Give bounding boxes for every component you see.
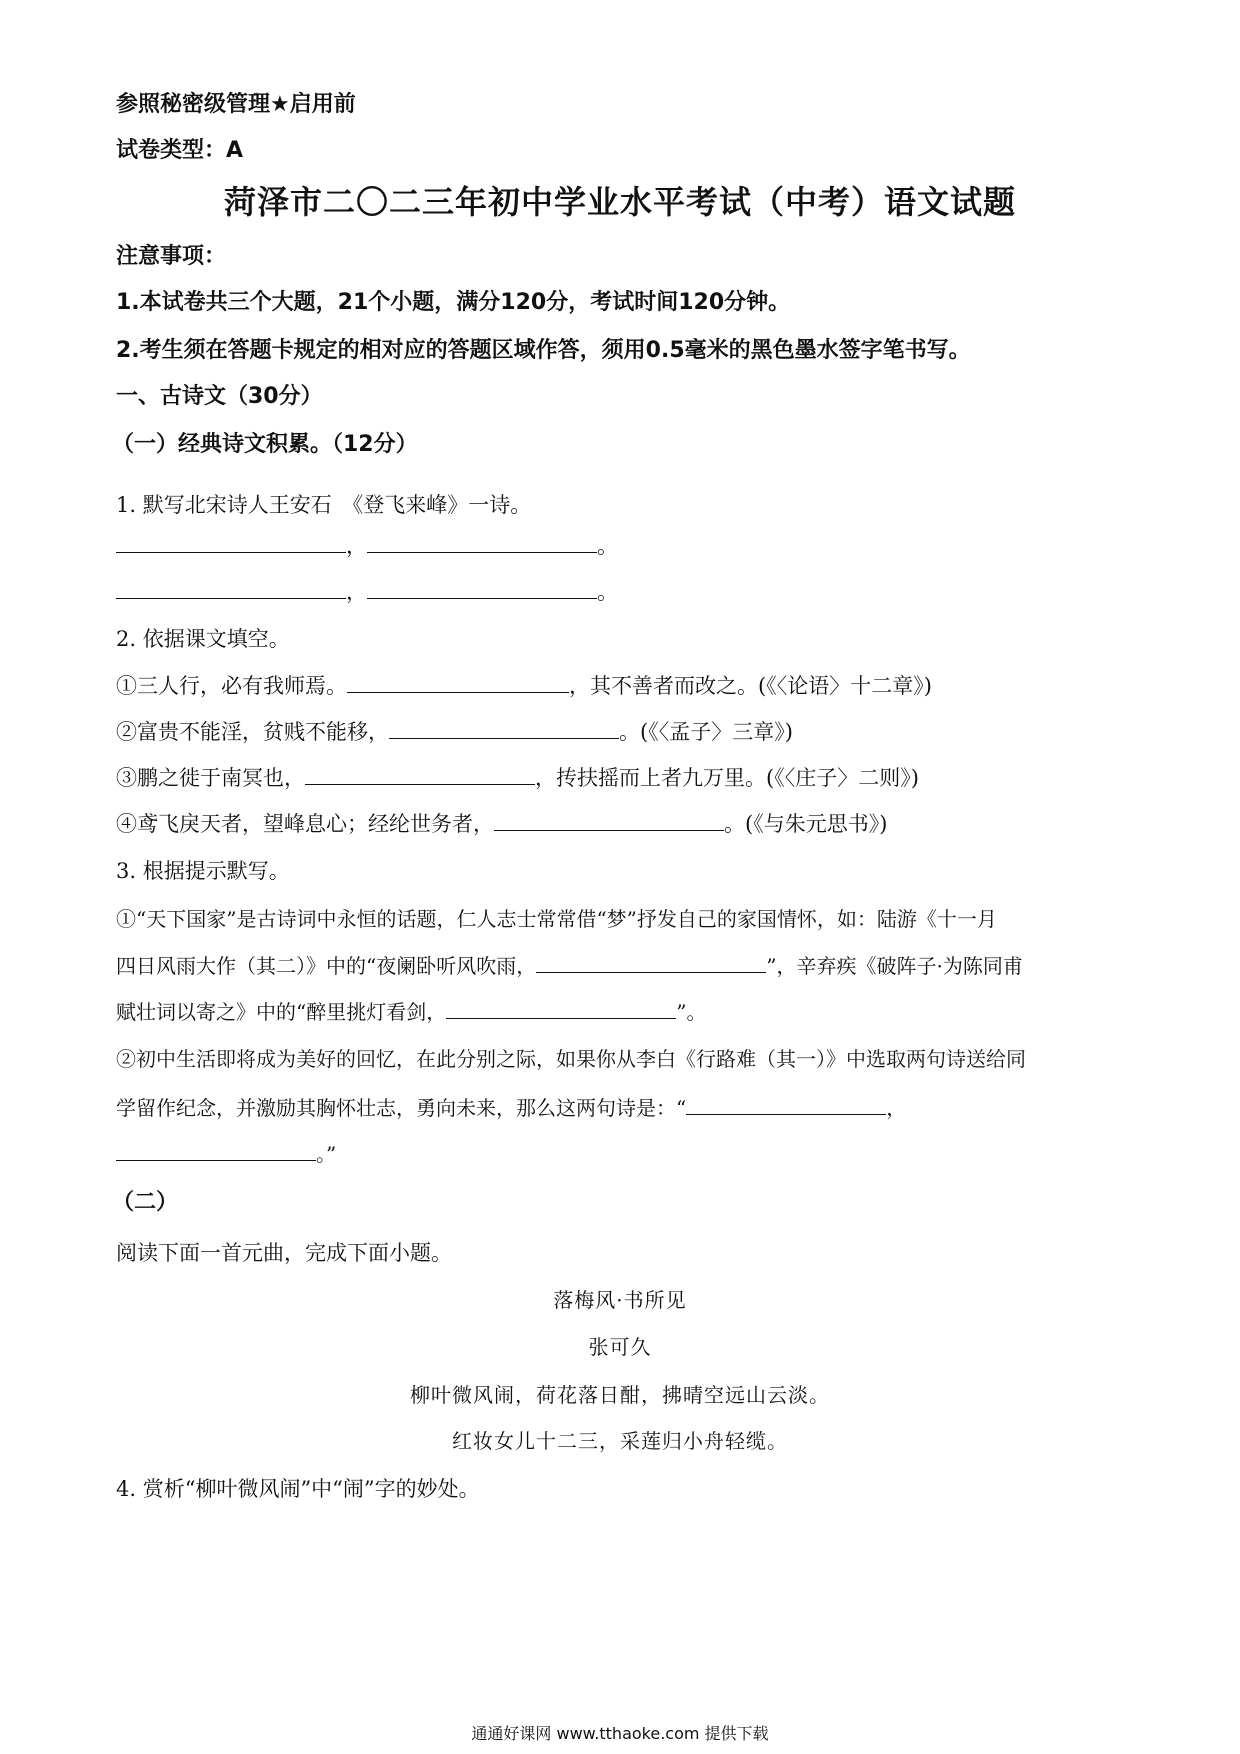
- question-text: ②富贵不能淫，贫贱不能移，: [116, 720, 389, 744]
- section-1-heading: 一、古诗文（30分）: [116, 384, 323, 409]
- answer-blank[interactable]: [367, 576, 597, 599]
- poem-title: 落梅风·书所见: [553, 1288, 687, 1312]
- question-1-blank-row-2: [116, 576, 618, 607]
- subsection-1-heading: （一）经典诗文积累。（12分）: [112, 432, 418, 457]
- answer-blank[interactable]: [116, 530, 346, 553]
- question-text: ①三人行，必有我师焉。: [116, 674, 347, 698]
- notes-item-1: 1.本试卷共三个大题，21个小题，满分120分，考试时间120分钟。: [116, 290, 791, 315]
- notes-heading: 注意事项：: [116, 244, 227, 269]
- poem-line-2: 红妆女儿十二三，采莲归小舟轻缆。: [452, 1429, 788, 1453]
- question-text: ，抟扶摇而上者九万里。(《〈庄子〉二则》): [535, 766, 919, 790]
- question-text: 。(《〈孟子〉三章》): [619, 720, 793, 744]
- question-text: ③鹏之徙于南冥也，: [116, 766, 305, 790]
- answer-blank[interactable]: [116, 1138, 316, 1161]
- question-2-item-b: [116, 716, 793, 747]
- subsection-2-heading: （二）: [112, 1190, 179, 1215]
- page-title: 菏泽市二〇二三年初中学业水平考试（中考）语文试题: [223, 183, 1016, 221]
- question-text: 学留作纪念，并激励其胸怀壮志，勇向未来，那么这两句诗是：“: [116, 1096, 687, 1120]
- answer-blank[interactable]: [686, 1092, 886, 1115]
- question-2-item-a: [116, 670, 932, 701]
- page-footer: 通通好课网 www.tthaoke.com 提供下载: [471, 1724, 769, 1743]
- question-text: ，其不善者而改之。(《〈论语〉十二章》): [569, 674, 932, 698]
- question-3-b-line-2: [116, 1092, 906, 1123]
- answer-blank[interactable]: [446, 996, 676, 1019]
- punctuation: 。: [597, 534, 618, 558]
- question-2-prompt: 2. 依据课文填空。: [116, 627, 290, 651]
- question-text: ，: [886, 1096, 907, 1120]
- poem-author: 张可久: [588, 1335, 652, 1359]
- answer-blank[interactable]: [389, 716, 619, 739]
- question-1-prompt: 1. 默写北宋诗人王安石 《登飞来峰》一诗。: [116, 493, 532, 517]
- notes-item-2: 2.考生须在答题卡规定的相对应的答题区域作答，须用0.5毫米的黑色墨水签字笔书写。: [116, 338, 971, 363]
- question-3-b-line-1: ②初中生活即将成为美好的回忆，在此分别之际，如果你从李白《行路难（其一）》中选取两句诗送给同: [116, 1047, 1026, 1071]
- answer-blank[interactable]: [347, 670, 569, 693]
- question-3-prompt: 3. 根据提示默写。: [116, 859, 290, 883]
- question-2-item-d: [116, 808, 887, 839]
- question-text: 。(《与朱元思书》): [724, 812, 888, 836]
- question-text: ”，辛弃疾《破阵子·为陈同甫: [766, 954, 1023, 978]
- question-3-a-line-3: [116, 996, 706, 1027]
- question-3-a-line-2: [116, 950, 1023, 981]
- question-text: 四日风雨大作（其二）》中的“夜阑卧听风吹雨，: [116, 954, 537, 978]
- question-4-prompt: 4. 赏析“柳叶微风闹”中“闹”字的妙处。: [116, 1477, 480, 1501]
- answer-blank[interactable]: [116, 576, 346, 599]
- answer-blank[interactable]: [494, 808, 724, 831]
- question-text: ④鸢飞戾天者，望峰息心；经纶世务者，: [116, 812, 494, 836]
- answer-blank[interactable]: [536, 950, 766, 973]
- paper-type-label: 试卷类型：A: [116, 138, 244, 163]
- question-text: ”。: [676, 1000, 707, 1024]
- poem-line-1: 柳叶微风闹，荷花落日酣，拂晴空远山云淡。: [410, 1383, 830, 1407]
- answer-blank[interactable]: [367, 530, 597, 553]
- punctuation: ，: [346, 534, 367, 558]
- confidential-label: 参照秘密级管理★启用前: [116, 92, 356, 117]
- question-3-b-line-3: [116, 1138, 336, 1169]
- section-2-intro: 阅读下面一首元曲，完成下面小题。: [116, 1241, 452, 1265]
- punctuation: ，: [346, 580, 367, 604]
- question-text: 赋壮词以寄之》中的“醉里挑灯看剑，: [116, 1000, 447, 1024]
- answer-blank[interactable]: [305, 762, 535, 785]
- question-3-a-line-1: ①“天下国家”是古诗词中永恒的话题，仁人志士常常借“梦”抒发自己的家国情怀，如：陆游《十一月: [116, 907, 997, 931]
- question-2-item-c: [116, 762, 919, 793]
- punctuation: 。: [597, 580, 618, 604]
- question-text: 。”: [316, 1142, 337, 1166]
- question-1-blank-row-1: [116, 530, 618, 561]
